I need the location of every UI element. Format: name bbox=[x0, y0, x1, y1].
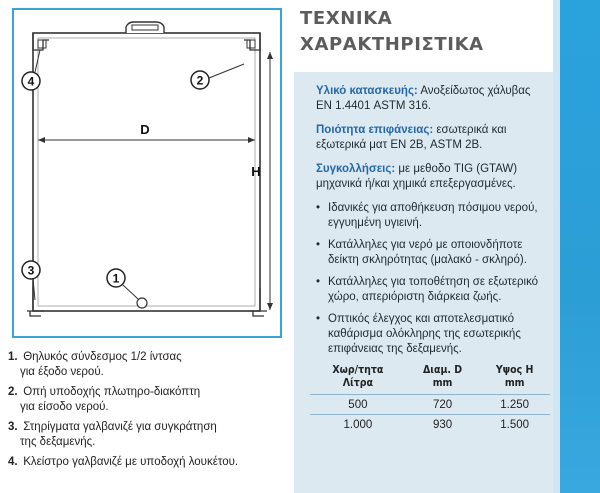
dimensions-table bbox=[310, 364, 550, 434]
tank-inner-outline bbox=[38, 38, 255, 306]
decorative-blue-stripe bbox=[560, 0, 600, 493]
spec-surface bbox=[316, 123, 545, 153]
bullet-dot-icon: • bbox=[316, 313, 321, 325]
dimension-d-arrow-left bbox=[38, 137, 45, 143]
callout-label-1: 1 bbox=[112, 271, 120, 286]
dimension-d-arrow-right bbox=[248, 137, 255, 143]
cell-height: 1.500 bbox=[479, 415, 550, 435]
dimension-h-label: H bbox=[251, 164, 261, 179]
cell-capacity: 500 bbox=[310, 395, 406, 415]
feature-bullet bbox=[316, 312, 545, 357]
legend-number: 2. bbox=[8, 386, 18, 398]
lock-clip-left-box bbox=[38, 40, 46, 48]
header-height-line2: mm bbox=[504, 377, 525, 389]
tank-technical-drawing bbox=[12, 8, 282, 338]
legend-number: 4. bbox=[8, 456, 18, 468]
header-height-line1: Υψος Η bbox=[495, 364, 534, 376]
callout-leader-2 bbox=[209, 64, 244, 78]
header-diameter-line1: Διαμ. D bbox=[422, 364, 463, 376]
legend-line-2: για είσοδο νερού. bbox=[20, 401, 109, 413]
table-row bbox=[310, 395, 550, 415]
feature-text: Ιδανικές για αποθήκευση πόσιμου νερού, εγγυημένη υγιεινή. bbox=[328, 202, 538, 229]
cell-capacity: 1.000 bbox=[310, 415, 406, 435]
legend-number: 3. bbox=[8, 421, 18, 433]
cell-height: 1.250 bbox=[479, 395, 550, 415]
feature-bullet bbox=[316, 275, 545, 305]
dimension-d-label: D bbox=[140, 122, 150, 137]
spec-welding bbox=[316, 162, 545, 192]
lock-clip-right-box bbox=[247, 40, 255, 48]
specifications-panel bbox=[294, 72, 553, 493]
table-header-row bbox=[310, 364, 550, 395]
legend-line-1: Οπή υποδοχής πλωτηρο-διακόπτη bbox=[23, 386, 201, 398]
legend-line-1: Στηρίγματα γαλβανιζέ για συγκράτηση bbox=[23, 421, 217, 433]
title-line-1: ΤΕΧΝΙΚΑ bbox=[300, 8, 393, 29]
cell-diameter: 720 bbox=[406, 395, 480, 415]
spec-material bbox=[316, 84, 545, 114]
title-line-2: ΧΑΡΑΚΤΗΡΙΣΤΙΚΑ bbox=[300, 34, 484, 55]
lock-clip-right bbox=[244, 33, 260, 50]
dimension-h-arrow-bottom bbox=[267, 303, 273, 310]
feature-bullet bbox=[316, 238, 545, 268]
parts-legend bbox=[8, 350, 288, 475]
legend-number: 1. bbox=[8, 351, 18, 363]
legend-item bbox=[8, 350, 288, 380]
table-row bbox=[310, 415, 550, 435]
callout-label-3: 3 bbox=[27, 263, 35, 278]
bullet-dot-icon: • bbox=[316, 239, 321, 251]
legend-item bbox=[8, 455, 288, 470]
feature-text: Κατάλληλες για νερό με οποιονδήποτε δείκτη σκληρότητας (μαλακό - σκληρό). bbox=[328, 239, 527, 266]
legend-item bbox=[8, 420, 288, 450]
spec-welding-label: Συγκολλήσεις: bbox=[316, 163, 396, 175]
callout-label-4: 4 bbox=[27, 74, 35, 89]
lock-clip-left bbox=[33, 33, 49, 50]
page-title bbox=[300, 6, 484, 58]
callout-leader-4 bbox=[35, 50, 40, 72]
header-capacity-line1: Χωρ/τητα bbox=[332, 364, 384, 376]
legend-line-1: Κλείστρο γαλβανιζέ με υποδοχή λουκέτου. bbox=[23, 456, 239, 468]
spec-material-label: Υλικό κατασκευής: bbox=[316, 85, 418, 97]
spec-welding-text: με μεθοδο TIG (GTAW) μηχανικά ή/και χημικά επεξεργασμένες. bbox=[316, 163, 518, 190]
feature-text: Οπτικός έλεγχος και αποτελεσματικό καθάρισμα ολόκληρης της εσωτερικής επιφάνειας της δεξαμενής. bbox=[328, 313, 521, 355]
header-diameter bbox=[406, 364, 480, 395]
header-capacity bbox=[310, 364, 406, 395]
spec-surface-label: Ποιότητα επιφάνειας: bbox=[316, 124, 434, 136]
legend-line-2: για έξοδο νερού. bbox=[20, 366, 104, 378]
decorative-stripe-edge bbox=[553, 0, 560, 493]
header-height bbox=[479, 364, 550, 395]
header-capacity-line2: Λίτρα bbox=[342, 377, 374, 389]
legend-item bbox=[8, 385, 288, 415]
legend-line-2: της δεξαμενής. bbox=[20, 436, 96, 448]
callout-leader-1 bbox=[123, 285, 138, 299]
bullet-dot-icon: • bbox=[316, 202, 321, 214]
spec-surface-text: εσωτερικά και εξωτερικά ματ ΕΝ 2Β, ASTM 2B. bbox=[316, 124, 507, 151]
dimension-h-arrow-top bbox=[267, 52, 273, 59]
feature-text: Κατάλληλες για τοποθέτηση σε εξωτερικό χώρο, απεριόριστη διάρκεια ζωής. bbox=[328, 276, 539, 303]
water-outlet-hole bbox=[137, 298, 147, 308]
cell-diameter: 930 bbox=[406, 415, 480, 435]
bullet-dot-icon: • bbox=[316, 276, 321, 288]
tank-drawing-svg bbox=[14, 10, 280, 336]
callout-label-2: 2 bbox=[196, 73, 204, 88]
spec-material-text: Ανοξείδωτος χάλυβας ΕΝ 1.4401 ASTM 316. bbox=[316, 85, 531, 112]
header-diameter-line2: mm bbox=[432, 377, 453, 389]
feature-bullet bbox=[316, 201, 545, 231]
legend-line-1: Θηλυκός σύνδεσμος 1/2 ίντσας bbox=[23, 351, 182, 363]
tank-body-outline bbox=[33, 33, 260, 311]
